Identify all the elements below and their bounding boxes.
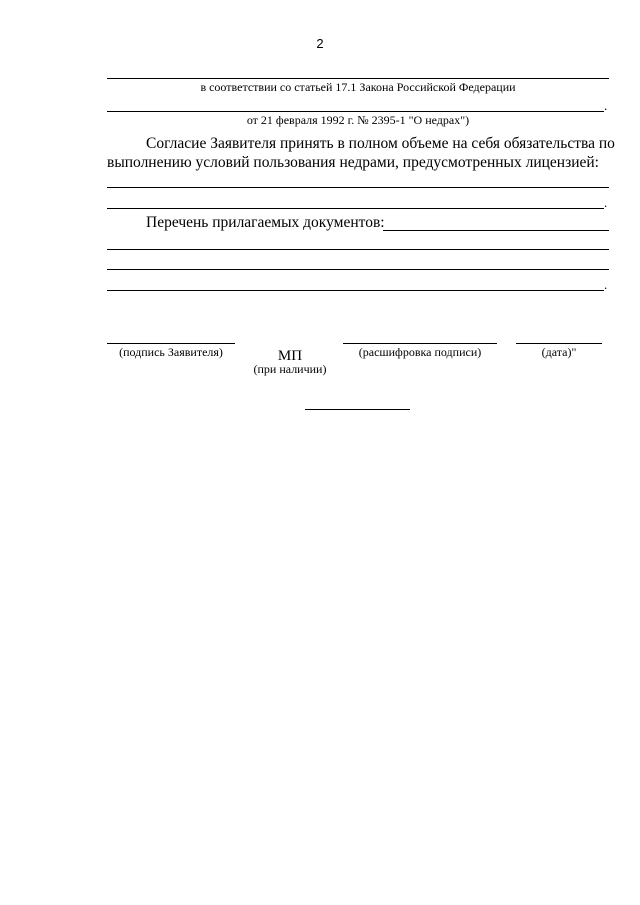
date-caption: (дата)" [541, 345, 577, 359]
decryption-line [343, 343, 497, 344]
closing-separator [305, 409, 410, 410]
consent-line1: Согласие Заявителя принять в полном объеме на себя обязательства по [146, 135, 615, 152]
consent-blank-line-2 [107, 208, 604, 209]
consent-line2: выполнению условий пользования недрами, предусмотренных лицензией: [107, 154, 599, 171]
line-end-period-3: . [604, 277, 608, 292]
date-line [516, 343, 602, 344]
stamp-note: (при наличии) [253, 362, 327, 376]
documents-blank-line-2 [107, 269, 609, 270]
documents-label-blank [383, 230, 609, 231]
law-reference-line1: в соответствии со статьей 17.1 Закона Российской Федерации [200, 80, 516, 94]
line-end-period-2: . [604, 195, 608, 210]
consent-blank-line-1 [107, 187, 609, 188]
applicant-signature-line [107, 343, 235, 344]
law-reference-line2: от 21 февраля 1992 г. № 2395-1 "О недрах") [246, 113, 470, 127]
documents-blank-line-3 [107, 290, 604, 291]
decryption-caption: (расшифровка подписи) [358, 345, 482, 359]
documents-blank-line-1 [107, 249, 609, 250]
stamp-label: МП [277, 348, 303, 364]
applicant-signature-caption: (подпись Заявителя) [119, 345, 223, 359]
documents-label: Перечень прилагаемых документов: [146, 214, 385, 231]
line-end-period-1: . [604, 98, 608, 113]
blank-line-1 [107, 78, 609, 79]
blank-line-2 [107, 111, 604, 112]
page-number: 2 [316, 36, 324, 51]
